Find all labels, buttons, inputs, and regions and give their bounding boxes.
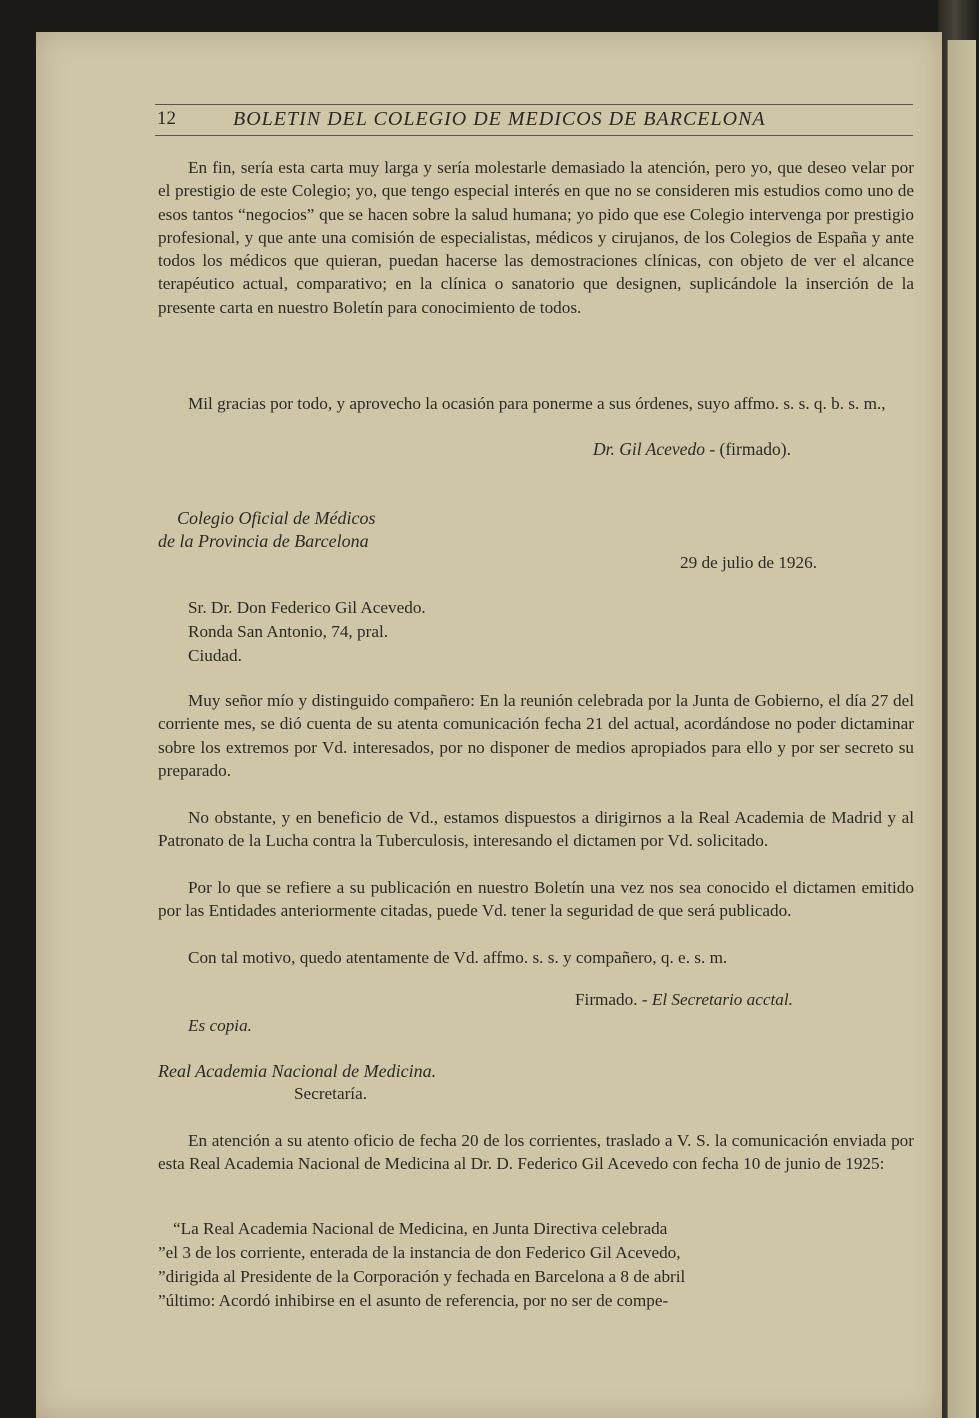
- page-number: 12: [157, 108, 176, 129]
- signed-role: El Secretario acctal.: [651, 990, 793, 1009]
- signature-name: Dr. Gil Acevedo: [593, 439, 705, 459]
- letter1-paragraph-2: Mil gracias por todo, y aprovecho la ocasión para ponerme a sus órdenes, suyo affmo. s. s. q. b. s. m.,: [188, 394, 886, 413]
- quote-line-1: “La Real Academia Nacional de Medicina, en Junta Directiva celebrada: [173, 1219, 668, 1238]
- letter2-paragraph-1: Muy señor mío y distinguido compañero: En la reunión celebrada por la Junta de Gobierno, el día 27 del corriente mes, se dió cuenta de su atenta comunicación fecha 21 del actual, acordándose no poder dictaminar sobre los extremos por Vd. interesados, por no disponer de medios apropiados para ello y por ser secreto su preparado.: [158, 691, 914, 780]
- quote-line-2: ”el 3 de los corriente, enterada de la instancia de don Federico Gil Acevedo,: [158, 1243, 681, 1262]
- letter1-paragraph-1: En fin, sería esta carta muy larga y sería molestarle demasiado la atención, pero yo, que deseo velar por el prestigio de este Colegio; yo, que tengo especial interés en que no se consideren mis estudios como uno de esos tantos “negocios” que se hacen sobre la salud humana; yo pido que ese Colegio intervenga por prestigio profesional, y que ante una comisión de especialistas, médicos y cirujanos, de los Colegios de España y ante todos los médicos que quieran, puedan hacerse las demostraciones clínicas, con objeto de ver el alcance terapéutico actual, comparativo; en la clínica o sanatorio que designen, suplicándole la inserción de la presente carta en nuestro Boletín para conocimiento de todos.: [158, 158, 914, 317]
- letter2-signed: [575, 990, 793, 1010]
- letter2-paragraph-4: Con tal motivo, quedo atentamente de Vd. affmo. s. s. y compañero, q. e. s. m.: [188, 948, 728, 967]
- quote-line-3: ”dirigida al Presidente de la Corporación y fechada en Barcelona a 8 de abril: [158, 1267, 686, 1286]
- journal-title: BOLETIN DEL COLEGIO DE MEDICOS DE BARCELONA: [233, 108, 766, 130]
- letter3-sender-line-1: Real Academia Nacional de Medicina.: [158, 1061, 437, 1081]
- signature-suffix: - (firmado).: [704, 439, 791, 459]
- letter2-paragraph-2: No obstante, y en beneficio de Vd., estamos dispuestos a dirigirnos a la Real Academia de Madrid y al Patronato de la Lucha contra la Tuberculosis, interesando el dictamen por Vd. solicitado.: [158, 808, 914, 851]
- letter2-sender-line-2: de la Provincia de Barcelona: [158, 531, 369, 551]
- running-header: [155, 104, 913, 136]
- copy-note: Es copia.: [188, 1016, 252, 1035]
- letter2-sender-line-1: Colegio Oficial de Médicos: [177, 508, 376, 528]
- letter3-sender-line-2: Secretaría.: [294, 1084, 367, 1103]
- letter2-address-line-1: Sr. Dr. Don Federico Gil Acevedo.: [188, 598, 426, 617]
- letter1-signature: [593, 439, 791, 460]
- letter2-paragraph-3: Por lo que se refiere a su publicación en nuestro Boletín una vez nos sea conocido el dictamen emitido por las Entidades anteriormente citadas, puede Vd. tener la seguridad de que será publicado.: [158, 878, 914, 921]
- quote-line-4: ”último: Acordó inhibirse en el asunto de referencia, por no ser de compe-: [158, 1291, 669, 1310]
- letter2-address-line-3: Ciudad.: [188, 646, 242, 665]
- letter3-paragraph-1: En atención a su atento oficio de fecha 20 de los corrientes, traslado a V. S. la comunicación enviada por esta Real Academia Nacional de Medicina al Dr. D. Federico Gil Acevedo con fecha 10 de junio de 1925:: [158, 1131, 914, 1174]
- letter2-date: 29 de julio de 1926.: [680, 553, 818, 572]
- signed-prefix: Firmado. -: [575, 990, 652, 1009]
- letter2-address-line-2: Ronda San Antonio, 74, pral.: [188, 622, 389, 641]
